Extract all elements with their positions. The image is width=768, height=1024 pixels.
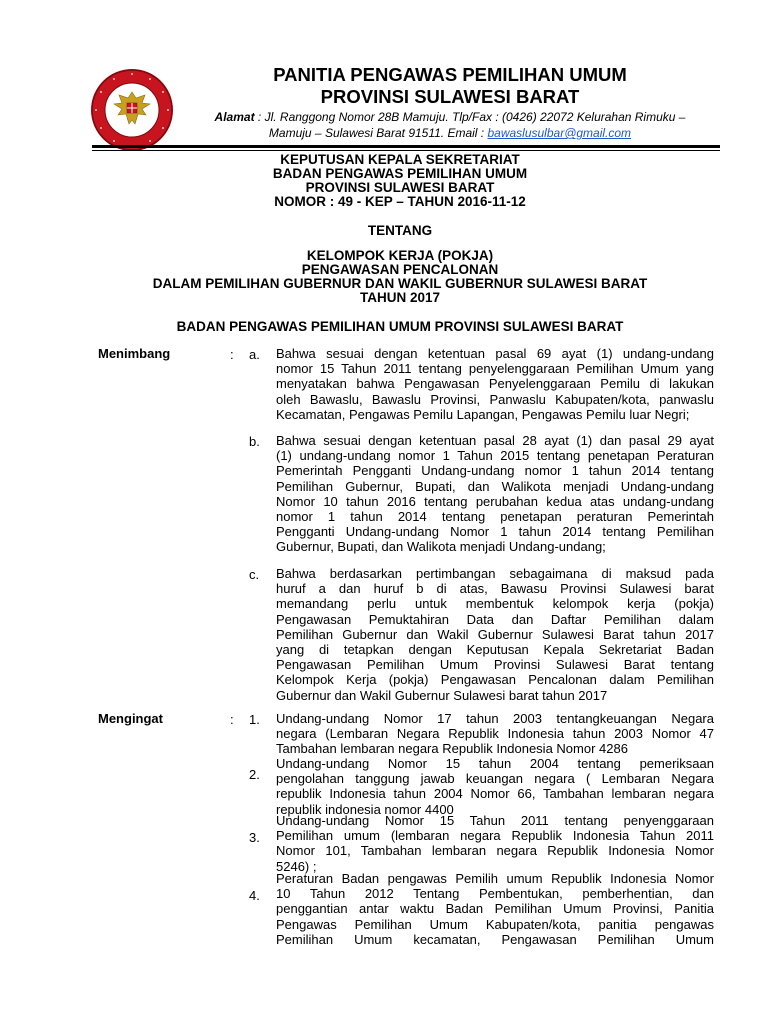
menimbang-colon: :	[230, 347, 234, 362]
text-line: Pengganti Undang-undang Nomor 1 tahun 2014 tentang Pemilihan	[276, 524, 714, 540]
mengingat-colon: :	[230, 712, 234, 727]
text-line: pengolahan tanggung jawab keuangan negara ( Lembaran Negara	[276, 771, 714, 787]
mengingat-item-1	[276, 711, 714, 757]
menimbang-label: Menimbang	[98, 346, 171, 361]
text-line: 10 Tahun 2012 Tentang Pembentukan, pemberhentian, dan	[276, 886, 714, 902]
text-line: yang di tetapkan dengan Keputusan Kepala Sekretariat Badan	[276, 642, 714, 658]
mengingat-marker-2: 2.	[249, 767, 260, 782]
mengingat-marker-3: 3.	[249, 830, 260, 845]
text-line: Gubernur dan Wakil Gubernur Sulawesi barat tahun 2017	[276, 687, 608, 703]
text-line: Nomor 101, Tambahan lembaran negara Republik Indonesia Nomor	[276, 843, 714, 859]
text-line: memandang perlu untuk membentuk kelompok kerja (pokja)	[276, 596, 714, 612]
menimbang-item-a	[276, 346, 714, 422]
text-line: Nomor 10 tahun 2016 tentang perubahan kedua atas undang-undang	[276, 493, 714, 509]
text-line: republik Indonesia tahun 2004 Nomor 66, Tambahan lembaran negara	[276, 786, 714, 802]
decision-title-1: KEPUTUSAN KEPALA SEKRETARIAT	[280, 152, 520, 167]
text-line: Pengawas Pemilihan Umum Kabupaten/kota, panitia pengawas	[276, 916, 714, 932]
subject-line-1: KELOMPOK KERJA (POKJA)	[306, 248, 494, 263]
text-line: Gubernur, Bupati, dan Walikota menjadi Undang-undang;	[276, 539, 606, 555]
text-line: Tambahan lembaran negara Republik Indonesia Nomor 4286	[276, 741, 628, 757]
text-line: Undang-undang Nomor 17 tahun 2003 tentangkeuangan Negara	[276, 711, 714, 726]
text-line: Pengawasan Pemilihan Umum Provinsi Sulawesi Barat tentang	[276, 657, 714, 673]
text-line: Bahwa berdasarkan pertimbangan sebagaimana di maksud pada	[276, 566, 714, 581]
issuer-heading: BADAN PENGAWAS PEMILIHAN UMUM PROVINSI SULAWESI BARAT	[176, 319, 624, 334]
text-line: negara (Lembaran Negara Republik Indonesia tahun 2003 Nomor 47	[276, 726, 714, 742]
decision-title-3: PROVINSI SULAWESI BARAT	[305, 180, 495, 195]
text-line: Bahwa sesuai dengan ketentuan pasal 28 ayat (1) dan pasal 29 ayat	[276, 433, 714, 448]
text-line: Pengawasan Pemuktahiran Data dan Daftar Pemilihan dalam	[276, 611, 714, 627]
text-line: republik indonesia nomor 4400	[276, 801, 454, 817]
text-line: menyatakan bahwa Pengawasan Penyelenggaraan Pemilu di lakukan	[276, 376, 714, 392]
text-line: Undang-undang Nomor 15 tahun 2004 tentang pemeriksaan	[276, 756, 714, 771]
subject-line-4: TAHUN 2017	[359, 290, 441, 305]
letterhead-title: PANITIA PENGAWAS PEMILIHAN UMUM	[273, 64, 627, 85]
tentang-heading: TENTANG	[367, 223, 433, 238]
decision-number: NOMOR : 49 - KEP – TAHUN 2016-11-12	[274, 194, 526, 209]
address-line-1	[180, 110, 720, 124]
subject-line-2: PENGAWASAN PENCALONAN	[301, 262, 499, 277]
text-line: Pemilihan Gubernur, Bupati, dan Walikota menjadi Undang-undang	[276, 478, 714, 494]
mengingat-label: Mengingat	[98, 711, 163, 726]
address-text-2: Mamuju – Sulawesi Barat 91511. Email :	[268, 126, 488, 140]
text-line: (1) undang-undang nomor 1 Tahun 2015 tentang penetapan Peraturan	[276, 448, 714, 464]
text-line: Kelompok Kerja (pokja) Pengawasan Pencalonan dalam Pemilihan	[276, 672, 714, 688]
mengingat-marker-4: 4.	[249, 888, 260, 903]
text-line: Pemilihan Umum kecamatan, Pengawasan Pemilihan Umum	[276, 931, 714, 947]
menimbang-item-b	[276, 433, 714, 555]
email-link[interactable]: bawaslusulbar@gmail.com	[487, 126, 632, 140]
text-line: Kecamatan, Pengawas Pemilu Lapangan, Pengawas Pemilu luar Negri;	[276, 406, 690, 422]
letterhead-subtitle: PROVINSI SULAWESI BARAT	[320, 86, 580, 107]
decision-title-2: BADAN PENGAWAS PEMILIHAN UMUM	[272, 166, 528, 181]
text-line: Pemilihan Gubernur dan Wakil Gubernur Sulawesi Barat tahun 2017	[276, 626, 714, 642]
menimbang-marker-c: c.	[249, 567, 260, 582]
text-line: oleh Bawaslu, Bawaslu Provinsi, Panwaslu Kabupaten/kota, panwaslu	[276, 391, 714, 407]
address-label: Alamat	[214, 110, 255, 124]
bawaslu-logo-icon	[90, 68, 174, 152]
text-line: Pemilihan umum (lembaran negara Republik Indonesia Tahun 2011	[276, 828, 714, 844]
text-line: nomor 15 Tahun 2011 tentang penyelenggaraan Pemilihan Umum yang	[276, 361, 714, 377]
text-line: Undang-undang Nomor 15 Tahun 2011 tentang penyenggaraan	[276, 813, 714, 828]
menimbang-marker-b: b.	[249, 434, 260, 449]
menimbang-marker-a: a.	[249, 347, 260, 362]
text-line: Bahwa sesuai dengan ketentuan pasal 69 ayat (1) undang-undang	[276, 346, 714, 361]
mengingat-item-4	[276, 871, 714, 947]
text-line: Pemerintah Pengganti Undang-undang nomor 1 tahun 2014 tentang	[276, 463, 714, 479]
text-line: nomor 1 tahun 2014 tentang penetapan peraturan Pemerintah	[276, 509, 714, 525]
address-text-1: : Jl. Ranggong Nomor 28B Mamuju. Tlp/Fax : (0426) 22072 Kelurahan Rimuku –	[254, 110, 686, 124]
header-rule-thick	[92, 145, 720, 148]
mengingat-marker-1: 1.	[249, 712, 260, 727]
text-line: 5246) ;	[276, 858, 317, 874]
mengingat-item-2	[276, 756, 714, 817]
text-line: huruf a dan huruf b di atas, Bawasu Provinsi Sulawesi barat	[276, 581, 714, 597]
address-line-2	[180, 126, 720, 140]
mengingat-item-3	[276, 813, 714, 874]
menimbang-item-c	[276, 566, 714, 703]
subject-line-3: DALAM PEMILIHAN GUBERNUR DAN WAKIL GUBERNUR SULAWESI BARAT	[152, 276, 648, 291]
text-line: penggantian antar waktu Badan Pemilihan Umum Provinsi, Panitia	[276, 901, 714, 917]
header-rule-thin	[92, 150, 720, 151]
text-line: Peraturan Badan pengawas Pemilih umum Republik Indonesia Nomor	[276, 871, 714, 886]
